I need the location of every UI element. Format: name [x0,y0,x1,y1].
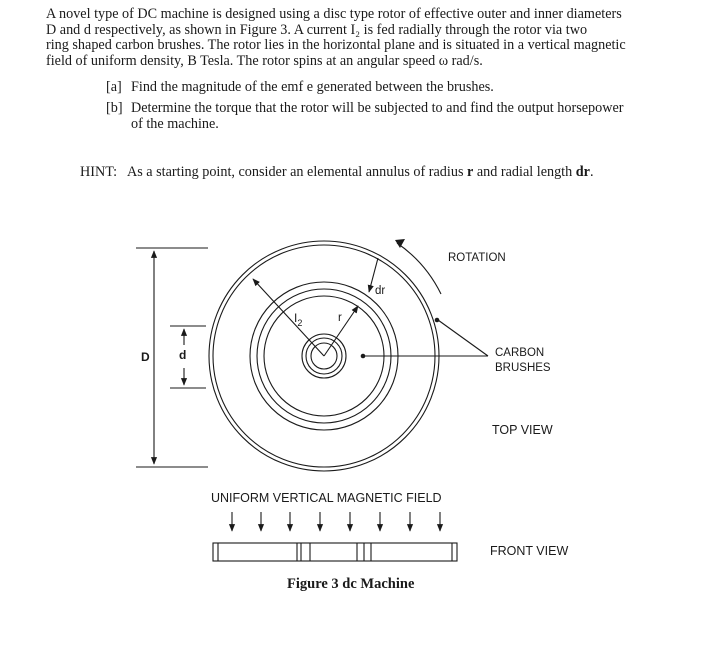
brushes-label-line-2: BRUSHES [495,362,551,374]
intro-line-4: field of uniform density, B Tesla. The rotor spins at an angular speed ω rad/s. [46,52,483,69]
rotation-arrowhead [395,239,405,248]
intro-line-3: ring shaped carbon brushes. The rotor lies in the horizontal plane and is situated in a vertical magnetic [46,37,626,54]
r-label: r [338,312,342,324]
intro-line-2: D and d respectively, as shown in Figure 3. A current I₂ is fed radially through the rotor via two [46,21,588,38]
hint-text-1: As a starting point, consider an elemental annulus of radius [126,164,464,180]
rotation-arc [397,243,441,294]
outer-brush-leader [438,320,488,356]
D-label: D [141,350,150,364]
hint-r: r [467,164,474,180]
intro-line-1: A novel type of DC machine is designed using a disc type rotor of effective outer and inner diameters [46,6,622,22]
hint-end: . [589,164,594,180]
d-label: d [179,348,187,362]
hint-text-2: and radial length [476,164,573,180]
front-view-label: FRONT VIEW [490,544,569,558]
part-b-label: [b] [106,100,123,116]
top-view-label: TOP VIEW [492,423,553,437]
brushes-label-line-1: CARBON [495,347,545,359]
part-b-line-1: Determine the torque that the rotor will be subjected to and find the output horsepower [131,100,624,116]
outer-brush-contact [435,318,440,323]
i2-label: $I_2$ [294,311,303,328]
part-b-line-2: of the machine. [131,115,219,132]
dr-label: dr [375,285,386,297]
hint-dr: dr [575,164,590,180]
part-a-text: Find the magnitude of the emf e generated between the brushes. [131,79,494,95]
rotation-label: ROTATION [448,252,506,264]
inner-brush-contact [361,354,366,359]
hint-prefix: HINT: [80,164,118,180]
part-a-label: [a] [106,79,122,95]
figure-caption: Figure 3 dc Machine [287,576,415,592]
magnetic-field-label: UNIFORM VERTICAL MAGNETIC FIELD [211,491,442,505]
front-view-disc [213,543,457,561]
